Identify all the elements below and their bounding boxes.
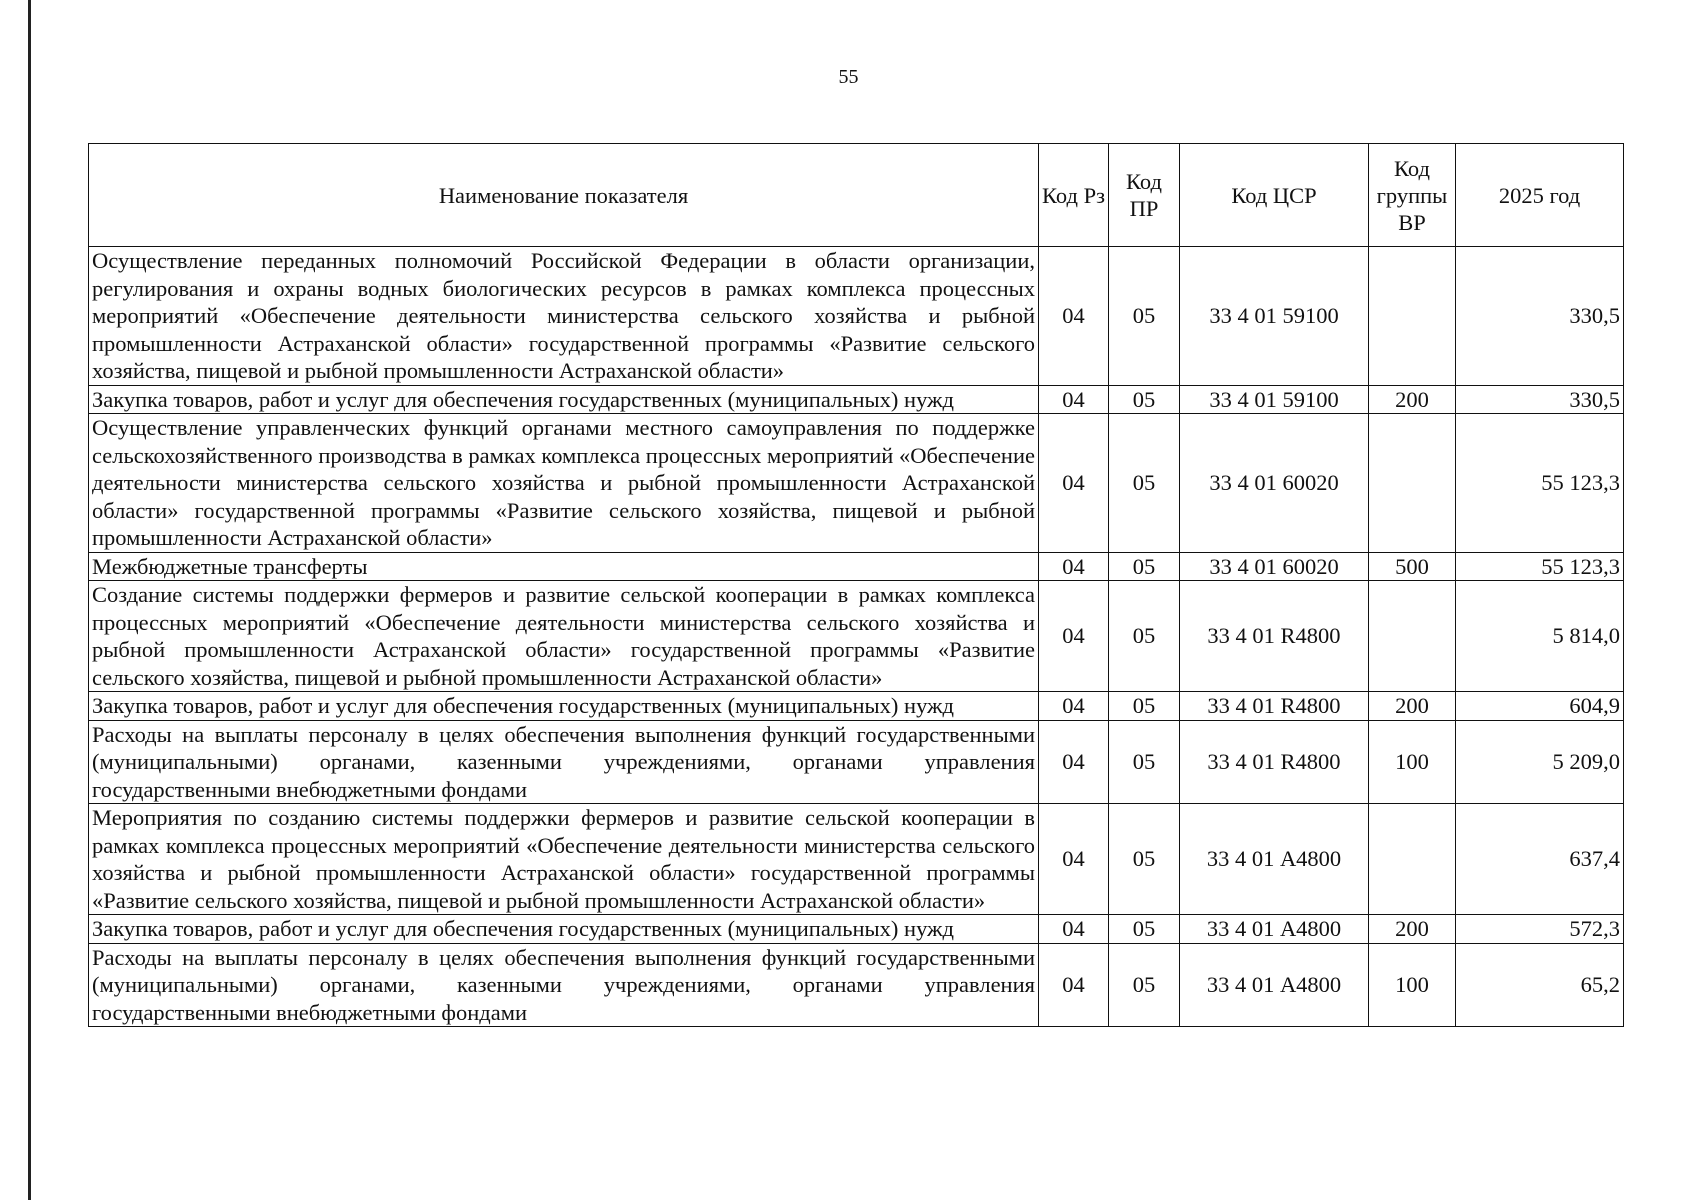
table-row [89,804,1624,915]
table-row [89,385,1624,414]
row-amount: 55 123,3 [1456,414,1624,553]
row-name: Межбюджетные трансферты [89,552,1039,581]
row-pr: 05 [1109,247,1180,386]
row-vr: 500 [1369,552,1456,581]
header-year: 2025 год [1456,144,1624,247]
header-pr: Код ПР [1109,144,1180,247]
row-rz: 04 [1039,552,1109,581]
row-csr: 33 4 01 R4800 [1180,692,1369,721]
table-row [89,692,1624,721]
row-name: Расходы на выплаты персоналу в целях обеспечения выполнения функций государственными (муниципальными) органами, казенными учреждениями, органами управления государственными внебюджетными фондами [89,720,1039,804]
row-rz: 04 [1039,720,1109,804]
row-vr: 200 [1369,915,1456,944]
row-amount: 5 209,0 [1456,720,1624,804]
budget-table [88,143,1624,1027]
row-csr: 33 4 01 59100 [1180,247,1369,386]
row-rz: 04 [1039,943,1109,1027]
row-csr: 33 4 01 А4800 [1180,915,1369,944]
row-csr: 33 4 01 R4800 [1180,581,1369,692]
row-vr: 200 [1369,385,1456,414]
row-amount: 330,5 [1456,385,1624,414]
header-name: Наименование показателя [89,144,1039,247]
row-vr [1369,247,1456,386]
row-vr: 100 [1369,720,1456,804]
row-vr [1369,804,1456,915]
row-rz: 04 [1039,247,1109,386]
table-row [89,414,1624,553]
row-pr: 05 [1109,414,1180,553]
header-vr: Код группы ВР [1369,144,1456,247]
row-vr [1369,414,1456,553]
row-name: Закупка товаров, работ и услуг для обеспечения государственных (муниципальных) нужд [89,692,1039,721]
table-row [89,943,1624,1027]
row-amount: 572,3 [1456,915,1624,944]
row-amount: 637,4 [1456,804,1624,915]
row-rz: 04 [1039,915,1109,944]
row-name: Закупка товаров, работ и услуг для обеспечения государственных (муниципальных) нужд [89,915,1039,944]
table-row [89,247,1624,386]
row-vr [1369,581,1456,692]
row-vr: 200 [1369,692,1456,721]
row-pr: 05 [1109,692,1180,721]
row-pr: 05 [1109,943,1180,1027]
row-name: Закупка товаров, работ и услуг для обеспечения государственных (муниципальных) нужд [89,385,1039,414]
row-csr: 33 4 01 60020 [1180,552,1369,581]
row-amount: 65,2 [1456,943,1624,1027]
row-pr: 05 [1109,581,1180,692]
row-rz: 04 [1039,804,1109,915]
table-row [89,552,1624,581]
row-amount: 330,5 [1456,247,1624,386]
row-pr: 05 [1109,552,1180,581]
row-csr: 33 4 01 А4800 [1180,943,1369,1027]
row-csr: 33 4 01 А4800 [1180,804,1369,915]
row-rz: 04 [1039,581,1109,692]
row-amount: 5 814,0 [1456,581,1624,692]
row-pr: 05 [1109,720,1180,804]
page-number: 55 [838,66,859,88]
table-row [89,915,1624,944]
row-amount: 604,9 [1456,692,1624,721]
row-name: Расходы на выплаты персоналу в целях обеспечения выполнения функций государственными (муниципальными) органами, казенными учреждениями, органами управления государственными внебюджетными фондами [89,943,1039,1027]
row-rz: 04 [1039,414,1109,553]
page-margin-line [28,0,31,1200]
row-name: Создание системы поддержки фермеров и развитие сельской кооперации в рамках комплекса процессных мероприятий «Обеспечение деятельности министерства сельского хозяйства и рыбной промышленности Астраханской области» государственной программы «Развитие сельского хозяйства, пищевой и рыбной промышленности Астраханской области» [89,581,1039,692]
table-row [89,720,1624,804]
row-pr: 05 [1109,804,1180,915]
row-name: Осуществление переданных полномочий Российской Федерации в области организации, регулирования и охраны водных биологических ресурсов в рамках комплекса процессных мероприятий «Обеспечение деятельности министерства сельского хозяйства и рыбной промышленности Астраханской области» государственной программы «Развитие сельского хозяйства, пищевой и рыбной промышленности Астраханской области» [89,247,1039,386]
row-name: Мероприятия по созданию системы поддержки фермеров и развитие сельской кооперации в рамках комплекса процессных мероприятий «Обеспечение деятельности министерства сельского хозяйства и рыбной промышленности Астраханской области» государственной программы «Развитие сельского хозяйства, пищевой и рыбной промышленности Астраханской области» [89,804,1039,915]
row-pr: 05 [1109,915,1180,944]
table-header-row [89,144,1624,247]
row-csr: 33 4 01 R4800 [1180,720,1369,804]
row-pr: 05 [1109,385,1180,414]
row-amount: 55 123,3 [1456,552,1624,581]
row-name: Осуществление управленческих функций органами местного самоуправления по поддержке сельскохозяйственного производства в рамках комплекса процессных мероприятий «Обеспечение деятельности министерства сельского хозяйства и рыбной промышленности Астраханской области» государственной программы «Развитие сельского хозяйства, пищевой и рыбной промышленности Астраханской области» [89,414,1039,553]
row-csr: 33 4 01 59100 [1180,385,1369,414]
row-csr: 33 4 01 60020 [1180,414,1369,553]
table-row [89,581,1624,692]
header-rz: Код Рз [1039,144,1109,247]
row-rz: 04 [1039,692,1109,721]
row-rz: 04 [1039,385,1109,414]
row-vr: 100 [1369,943,1456,1027]
header-csr: Код ЦСР [1180,144,1369,247]
